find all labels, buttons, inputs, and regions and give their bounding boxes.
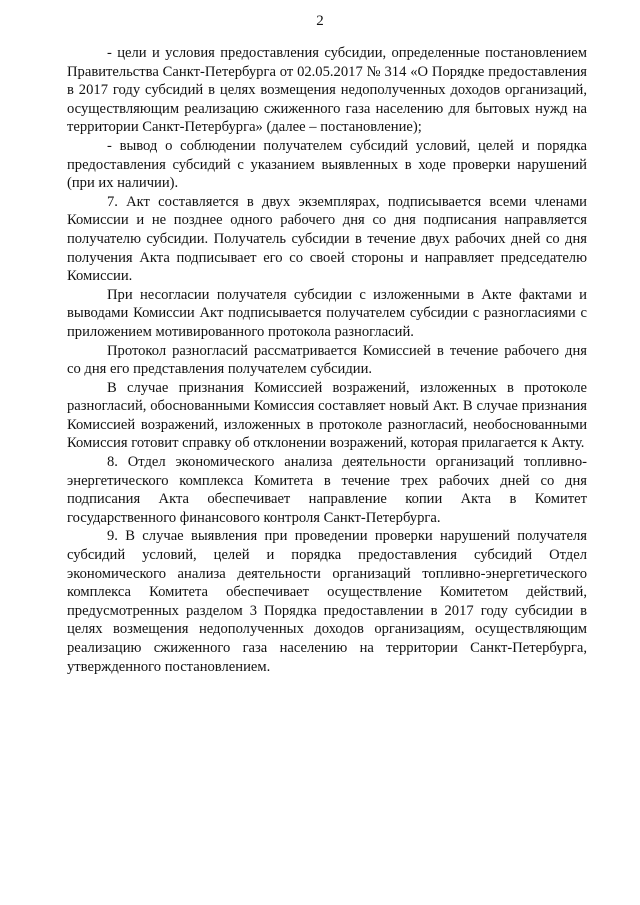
paragraph-goals-conditions: - цели и условия предоставления субсидии, определенные постановлением Правительства Санкт-Петербурга от 02.05.2017 № 314 «О Порядке предоставления в 2017 году субсидий в целях возмещения недополученных доходов организаций, осуществляющим реализацию сжиженного газа населению для бытовых нужд на территории Санкт-Петербурга» (далее – постановление); bbox=[67, 45, 587, 136]
paragraph-protocol-review: Протокол разногласий рассматривается Комиссией в течение рабочего дня со дня его представления получателем субсидии. bbox=[67, 342, 587, 378]
document-body bbox=[67, 44, 587, 676]
paragraph-item-9: 9. В случае выявления при проведении проверки нарушений получателя субсидий условий, целей и порядка предоставления субсидий Отдел экономического анализа деятельности организаций топливно-энергетического комплекса Комитета обеспечивает осуществление Комитетом действий, предусмотренных разделом 3 Порядка предоставлении в 2017 году субсидии в целях возмещения недополученных доходов организациям, осуществляющим реализацию сжиженного газа населению на территории Санкт-Петербурга, утвержденного постановлением. bbox=[67, 528, 587, 675]
paragraph-objections-decision: В случае признания Комиссией возражений, изложенных в протоколе разногласий, обоснованными Комиссия составляет новый Акт. В случае признания Комиссией возражений, изложенных в протоколе разногласий, необоснованными Комиссия готовит справку об отклонении возражений, которая прилагается к Акту. bbox=[67, 379, 587, 452]
paragraph-disagreement: При несогласии получателя субсидии с изложенными в Акте фактами и выводами Комиссии Акт подписывается получателем субсидии с разногласиями с приложением мотивированного протокола разногласий. bbox=[67, 286, 587, 340]
page-number: 2 bbox=[316, 13, 324, 29]
paragraph-compliance-conclusion: - вывод о соблюдении получателем субсидий условий, целей и порядка предоставления субсидий с указанием выявленных в ходе проверки нарушений (при их наличии). bbox=[67, 137, 587, 192]
paragraph-item-7: 7. Акт составляется в двух экземплярах, подписывается всеми членами Комиссии и не позднее одного рабочего дня со дня подписания направляется получателю субсидии. Получатель субсидии в течение двух рабочих дней со дня получения Акта подписывает его со своей стороны и направляет председателю Комиссии. bbox=[67, 193, 587, 285]
paragraph-item-8: 8. Отдел экономического анализа деятельности организаций топливно-энергетического комплекса Комитета в течение трех рабочих дней со дня подписания Акта обеспечивает направление копии Акта в Комитет государственного финансового контроля Санкт-Петербурга. bbox=[67, 454, 587, 526]
